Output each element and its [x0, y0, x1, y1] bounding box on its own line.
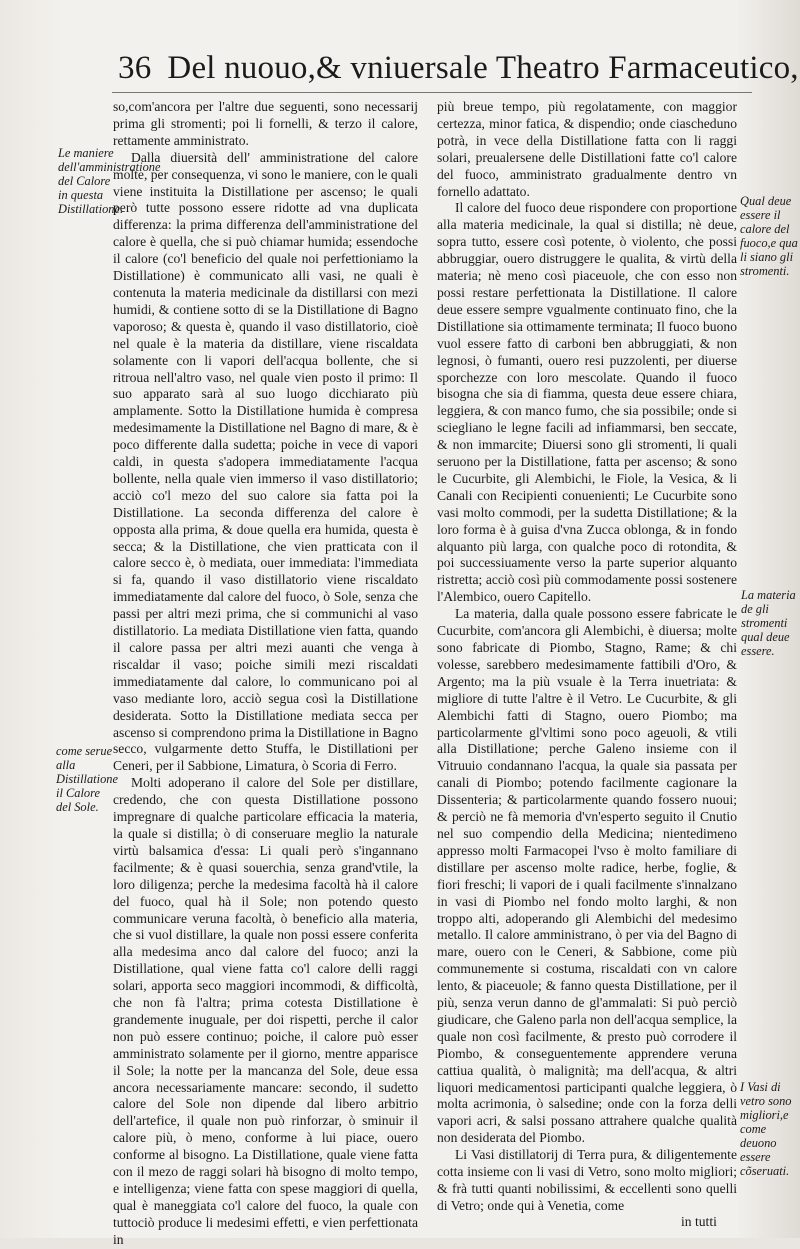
margin-note-left-2: come serue alla Distillatione il Calore del Sole.	[56, 744, 118, 814]
catchword: in tutti	[681, 1214, 717, 1229]
paragraph: so,com'ancora per l'altre due seguenti, sono necessarij prima gli stromenti; poi li fornelli, & terzo il calore, rettamente amministrato.	[113, 99, 418, 148]
margin-note-right-3: I Vasi di vetro sono migliori,e come deuono essere cõseruati.	[740, 1080, 792, 1178]
running-title: Del nuouo,& vniuersale Theatro Farmaceutico,	[167, 50, 799, 86]
margin-note-right-2: La materia de gli stromenti qual deue essere.	[741, 588, 796, 658]
header-rule	[112, 92, 752, 93]
margin-note-right-1: Qual deue essere il calore del fuoco,e qua li siano gli stromenti.	[740, 194, 798, 278]
margin-note-left-1: Le maniere dell'amministratione del Calore in questa Distillatione.	[58, 146, 161, 216]
left-text-column	[113, 99, 418, 1247]
paragraph: Molti adoperano il calore del Sole per distillare, credendo, che con questa Distillatione possono impregnare di qualche particolare efficacia la materia, la quale si distilla; ò di conseruare meglio la naturale virtù balsamica d'essa: Li quali però s'ingannano facilmente; & è quasi souerchia, senza grand'vtile, la loro diligenza; perche la medesima facoltà hà il calore del fuoco, qual hà il Sole; non potendo questo communicare veruna facoltà, ò beneficio alla materia, che si vuol distillare, la quale non possi essere conferita alla medesima anco dal calore del fuoco; anzi la Distillatione, qual viene fatta co'l calore delli raggi solari, apporta seco maggiori incommodi, & difficoltà, che non fà l'altra; prima cotesta Distillatione è grandemente inuguale, per doi rispetti, perche il calor non può essere continuo; poiche, il calore può esser amministrato solamente per il giorno, mentre apparisce il Sole; la notte per la mancanza del Sole, deue essa ancora necessariamente mancare: secondo, il sudetto calore del Sole non dipende dal libero arbitrio dell'artefice, il quale non può rinforzar, ò sminuir il calore più, ò meno, conforme à lui piace, ouero conforme al bisogno. La Distillatione, quale viene fatta con il mezo de raggi solari hà bisogno di molto tempo, e intelligenza; viene fatta con spese maggiori di quella, qual è maneggiata co'l calore del fuoco, la quale con tuttociò produce li medesimi effetti, e vien perfettionata in	[113, 775, 418, 1247]
paragraph: più breue tempo, più regolatamente, con maggior certezza, minor fatica, & dispendio; onde ciascheduno potrà, in vece della Distillatione fatta con li raggi solari, preualersene delle Distillationi fatte co'l calore del fuoco, amministrato gradualmente dentro vn fornello adattato.	[437, 99, 737, 199]
paragraph: La materia, dalla quale possono essere fabricate le Cucurbite, com'ancora gli Alembichi, è diuersa; molte sono fabricate di Piombo, Stagno, Rame; & chi volesse, sarebbero medesimamente fattibili d'Oro, & Argento; ma la più vsuale è la Terra inuetriata: & migliore di tutte l'altre è il Vetro. Le Cucurbite, & gli Alembichi fatti di Stagno, ouero Piombo; ma particolarmente gl'vltimi sono poco ageuoli, & vtili alla Distillatione; perche Galeno insieme con il Vitruuio condannano l'acqua, la quale sia passata per canali di Piombo; potendo facilmente cagionare la Dissenteria; & particolarmente quando fossero nuoui; & perciò ne fà memoria d'vn'esperto seguito il Cnutio nel suo compendio della Medicina; nientedimeno appresso molti Farmacopei l'vso è molto familiare di distillare per ascenso molte radice, herbe, foglie, & fiori freschi; li vapori de i quali facilmente s'innalzano in vasi di Piombo nel fondo molto larghi, & non troppo alti, adoperando gli Alembichi del medesimo metallo. Il calore amministrano, ò per via del Bagno di mare, ouero con le Ceneri, & Sabbione, come più communemente si costuma, riscaldati con vn calore lento, & piaceuole; & fanno questa Distillatione, per il più, senza verun danno de gl'ammalati: Si può perciò giudicare, che Galeno parla non dell'acqua semplice, la quale non così facilmente, & presto può corrodere il Piombo, & conseguentemente apprendere veruna cattiua qualità, ò malignità; ma dell'acqua, & altri liquori medicamentosi participanti qualche leggiera, ò molta acrimonia, ò salsedine; onde con la forza delli vapori acri, & salsi possano attrahere qualche qualità non desiderata del Piombo.	[437, 606, 737, 1146]
paragraph: Dalla diuersità dell' amministratione del calore molte, per consequenza, vi sono le maniere, con le quali viene instituita la Distillatione per ascenso; le quali però tutte possono essere ridotte ad vna duplicata differenza: la prima differenza dell'amministratione del calore è quella, che si può chiamar humida; essendoche il calore (co'l beneficio del quale noi perfettioniamo la Distillatione) è communicato alli vasi, ne quali è contenuta la materia medicinale da distillarsi con mezi humidi, & contiene sotto di se la Distillatione di Bagno vaporoso; & questa è, quando il vaso distillatorio, cioè nel quale è la materia da distillare, viene riscaldata solamente con li vapori dell'acqua bollente, che si ritroua nell'altro vaso, nel quale vien posto il primo: Il suo apparato sarà al suo luogo dicchiarato più amplamente. Sotto la Distillatione humida è compresa medesimamente la Distillatione nel Bagno di mare, & è poco differente dalla sudetta; poiche in vece di vapori caldi, in questa s'adopera immediatamente l'acqua bollente, nella quale vien immerso il vaso distillatorio; acciò co'l mezo del suo calore sia fatta poi la Distillatione. La seconda differenza del calore è opposta alla prima, & doue quella era humida, questa è secca; & la Distillatione, che vien pratticata con il calore secco è, ò mediata, ouer immediata: l'immediata si fa, quando il vaso distillatorio viene riscaldato immediatamente dal calore del fuoco, ò Sole, senza che passi per altri mezi prima, che si communichi al vaso distillatorio. La mediata Distillatione vien fatta, quando il calore passa per altri mezi auanti che venga à riscaldar il vaso; poiche simili mezi riscaldati immediatamente dal calore, lo communicano poi al vaso mediante loro, acciò segua così la Distillatione desiderata. Sotto la Distillatione mediata secca per ascenso si comprendono prima la Distillatione in Bagno secco, vulgarmente detto Stuffa, le Distillationi per Ceneri, per il Sabbione, Limatura, ò Scoria di Ferro.	[113, 149, 418, 774]
running-header	[118, 50, 799, 87]
right-text-column	[437, 99, 737, 1213]
paragraph: Il calore del fuoco deue rispondere con proportione alla materia medicinale, la qual si distilla; nè deue, sopra tutto, essere così potente, ò violento, che possi abbruggiar, ouero distruggere le qualita, & virtù della materia; nè meno così piaceuole, che con esso non possi restare perfettionata la Distillatione. Il calore deue essere sempre vgualmente continuato fino, che la Distillatione sia ottimamente terminata; Il fuoco buono vuol essere fatto di carboni ben abbruggiati, & non legnosi, ò fumanti, ouero resi puzzolenti, per diuerse sporchezze con loro mescolate. Quando il fuoco bisogna che sia di fiamma, questa deue essere chiara, leggiera, & con manco fumo, che sia possibile; onde si sciegliano le legne facili ad infiammarsi, ben seccate, & non immarcite; Diuersi sono gli stromenti, li quali seruono per la Distillatione, fatta per ascenso; & sono le Cucurbite, gli Alembichi, le Fiole, la Vesica, & li Canali con Recipienti conuenienti; Le Cucurbite sono vasi molto commodi, per la sudetta Distillatione; & la loro forma è à guisa d'vna Zucca oblonga, & in fondo alquanto più larga, con qualche poco di rotondita, & poi successiuamente verso la parte superior alquanto ristretta; acciò così più commodamente possi sostenere l'Alembico, ouero Capitello.	[437, 200, 737, 605]
paragraph: Li Vasi distillatorij di Terra pura, & diligentemente cotta insieme con li vasi di Vetro, sono molto migliori; & frà tutti quanti nobilissimi, & eccellenti sono quelli di Vetro; onde qui à Venetia, come	[437, 1147, 737, 1213]
page-number: 36	[118, 50, 152, 86]
